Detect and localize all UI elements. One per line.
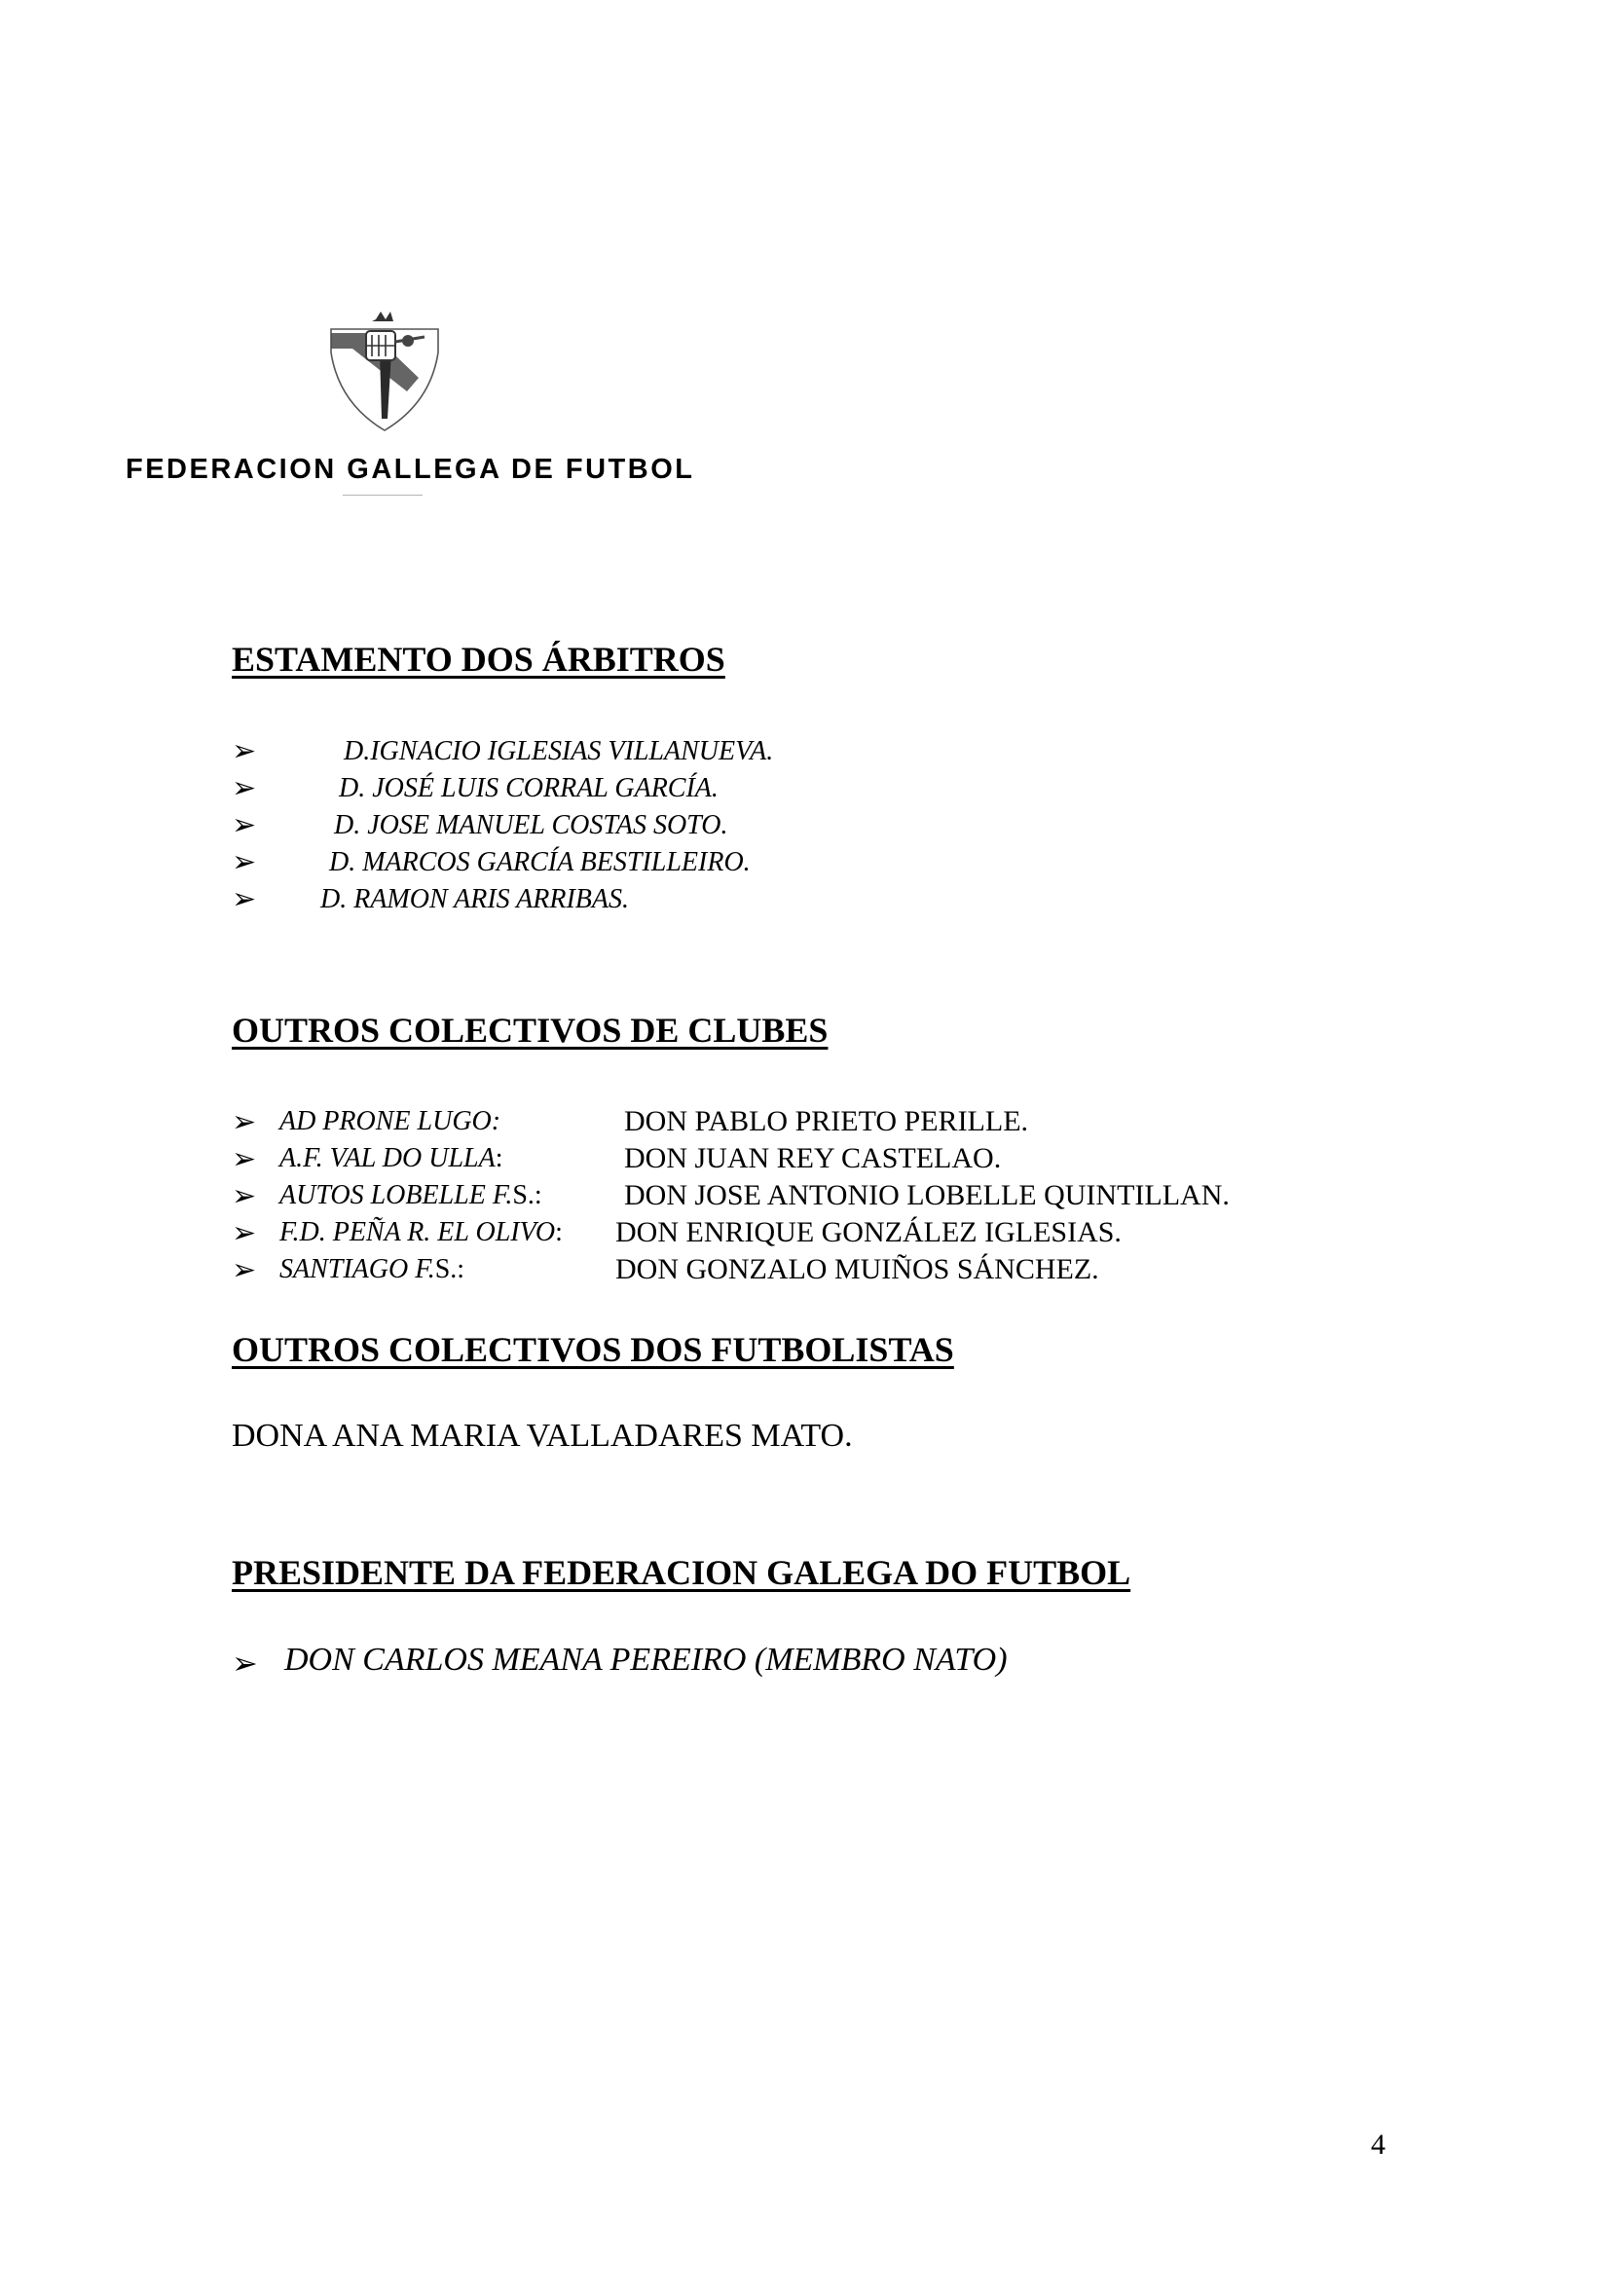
header-rule bbox=[343, 495, 423, 496]
referee-item: D. JOSE MANUEL COSTAS SOTO. bbox=[334, 810, 728, 840]
referee-item: D. MARCOS GARCÍA BESTILLEIRO. bbox=[329, 847, 751, 877]
referee-item: D. JOSÉ LUIS CORRAL GARCÍA. bbox=[339, 773, 719, 803]
bullet-arrow-icon: ➢ bbox=[232, 809, 257, 841]
players-member: DONA ANA MARIA VALLADARES MATO. bbox=[232, 1418, 853, 1454]
bullet-arrow-icon: ➢ bbox=[232, 735, 257, 767]
club-representative: DON JOSE ANTONIO LOBELLE QUINTILLAN. bbox=[624, 1179, 1230, 1211]
bullet-arrow-icon: ➢ bbox=[232, 1254, 257, 1286]
bullet-arrow-icon: ➢ bbox=[232, 772, 257, 804]
section-heading-players: OUTROS COLECTIVOS DOS FUTBOLISTAS bbox=[232, 1330, 954, 1369]
bullet-arrow-icon: ➢ bbox=[232, 1180, 257, 1212]
bullet-arrow-icon: ➢ bbox=[232, 1106, 257, 1138]
referee-item: D. RAMON ARIS ARRIBAS. bbox=[320, 884, 630, 914]
club-name: SANTIAGO F.S.: bbox=[279, 1254, 465, 1284]
bullet-arrow-icon: ➢ bbox=[232, 1646, 258, 1681]
bullet-arrow-icon: ➢ bbox=[232, 883, 257, 915]
page-number: 4 bbox=[1371, 2129, 1385, 2161]
club-representative: DON PABLO PRIETO PERILLE. bbox=[624, 1105, 1029, 1137]
section-heading-referees: ESTAMENTO DOS ÁRBITROS bbox=[232, 640, 725, 679]
bullet-arrow-icon: ➢ bbox=[232, 1143, 257, 1175]
referee-item: D.IGNACIO IGLESIAS VILLANUEVA. bbox=[344, 736, 774, 766]
bullet-arrow-icon: ➢ bbox=[232, 1217, 257, 1249]
club-name: A.F. VAL DO ULLA: bbox=[279, 1143, 503, 1173]
president-member: DON CARLOS MEANA PEREIRO (MEMBRO NATO) bbox=[284, 1642, 1008, 1678]
section-heading-president: PRESIDENTE DA FEDERACION GALEGA DO FUTBOL bbox=[232, 1553, 1131, 1592]
club-representative: DON GONZALO MUIÑOS SÁNCHEZ. bbox=[615, 1253, 1099, 1285]
bullet-arrow-icon: ➢ bbox=[232, 846, 257, 878]
club-representative: DON JUAN REY CASTELAO. bbox=[624, 1142, 1002, 1174]
organization-name: FEDERACION GALLEGA DE FUTBOL bbox=[126, 454, 695, 485]
section-heading-clubs: OUTROS COLECTIVOS DE CLUBES bbox=[232, 1011, 829, 1050]
club-name: AD PRONE LUGO: bbox=[279, 1106, 501, 1136]
federation-shield-crest-icon bbox=[323, 310, 446, 432]
club-representative: DON ENRIQUE GONZÁLEZ IGLESIAS. bbox=[615, 1216, 1122, 1248]
club-name: AUTOS LOBELLE F.S.: bbox=[279, 1180, 542, 1210]
club-name: F.D. PEÑA R. EL OLIVO: bbox=[279, 1217, 563, 1247]
